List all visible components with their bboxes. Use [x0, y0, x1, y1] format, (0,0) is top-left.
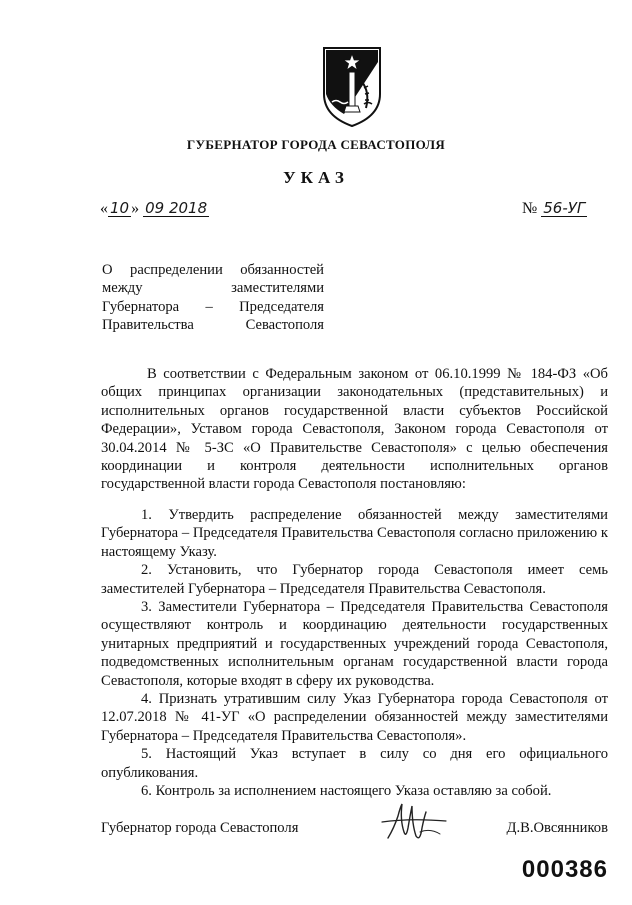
- signatory-position: Губернатор города Севастополя: [101, 820, 299, 836]
- document-number: [522, 200, 587, 218]
- decree-item: 2. Установить, что Губернатор города Севастополя имеет семь заместителей Губернатора – Председателя Правительства Севастополя.: [101, 562, 608, 597]
- subject-line: между заместителями: [102, 280, 324, 297]
- subject-line: Правительства Севастополя: [102, 316, 324, 333]
- decree-items: [101, 506, 608, 801]
- date-day: 10: [110, 199, 130, 217]
- date-close-quote: »: [131, 200, 140, 217]
- subject-line: О распределении обязанностей: [102, 262, 324, 278]
- decree-item: 3. Заместители Губернатора – Председателя Правительства Севастополя осуществляют контроль и координацию деятельности государственных унитарных предприятий и государственных учреждений города Севастополя, подведомственных исполнительным органам государственной власти города Севастополя, которые входят в сферу их руководства.: [101, 599, 608, 689]
- decree-item: 4. Признать утратившим силу Указ Губернатора города Севастополя от 12.07.2018 № 41-УГ «О распределении обязанностей между заместителями Губернатора – Председателя Правительства Севастополя».: [101, 691, 608, 744]
- coat-of-arms-icon: [318, 42, 386, 130]
- document-type: УКАЗ: [283, 168, 349, 187]
- number-value: 56-УГ: [543, 199, 586, 217]
- decree-subject: [102, 261, 324, 334]
- decree-item: 6. Контроль за исполнением настоящего Указа оставляю за собой.: [141, 783, 552, 800]
- signatory-name: Д.В.Овсянников: [506, 820, 608, 836]
- issuing-authority: ГУБЕРНАТОР ГОРОДА СЕВАСТОПОЛЯ: [186, 137, 446, 152]
- handwritten-signature: [380, 798, 450, 846]
- date-month-year: 09 2018: [145, 199, 208, 217]
- decree-item: 1. Утвердить распределение обязанностей между заместителями Губернатора – Председателя Правительства Севастополя согласно приложению к настоящему Указу.: [101, 507, 608, 560]
- subject-line: Губернатора – Председателя: [102, 298, 324, 315]
- decree-preamble: [101, 365, 608, 494]
- date-open-quote: «: [100, 200, 108, 217]
- signature-block: [101, 820, 608, 840]
- preamble-paragraph: В соответствии с Федеральным законом от 06.10.1999 № 184-ФЗ «Об общих принципах организации законодательных (представительных) и исполнительных органов государственной власти субъектов Российской Федерации», Уставом города Севастополя, Законом города Севастополя от 30.04.2014 № 5-ЗС «О Правительстве Севастополя» с целью обеспечения координации и контроля деятельности исполнительных органов государственной власти города Севастополя постановляю:: [101, 366, 608, 493]
- registration-number: 000386: [521, 856, 608, 883]
- number-prefix: №: [522, 200, 538, 217]
- decree-item: 5. Настоящий Указ вступает в силу со дня его официального опубликования.: [101, 746, 608, 781]
- document-date: [100, 200, 209, 218]
